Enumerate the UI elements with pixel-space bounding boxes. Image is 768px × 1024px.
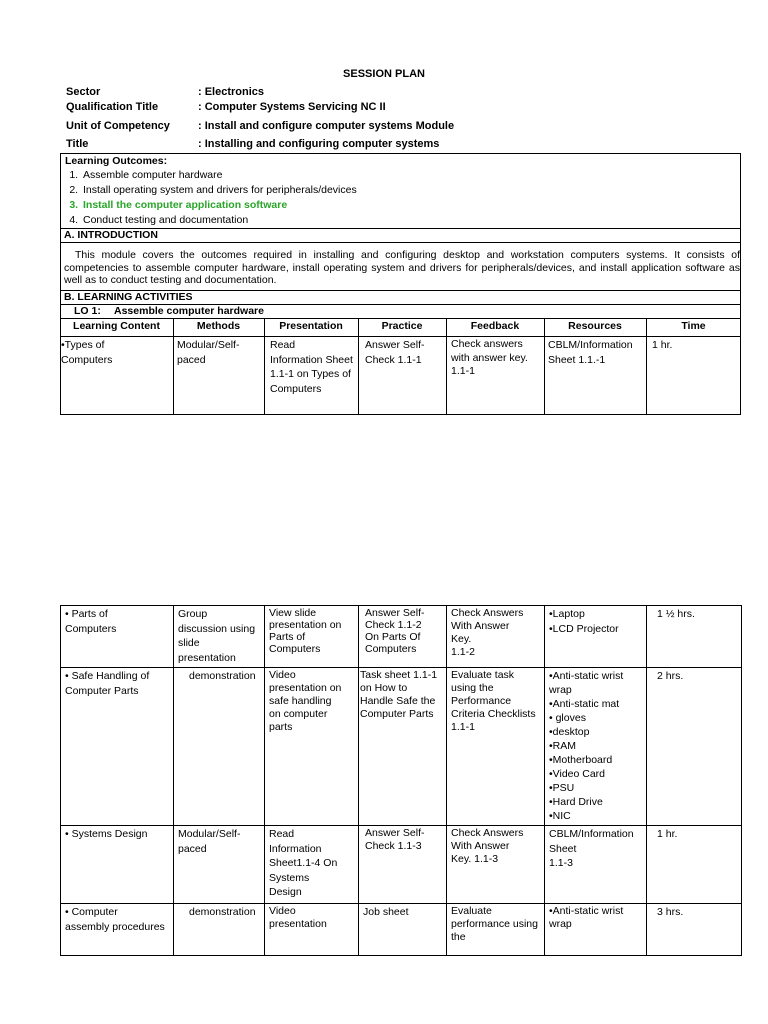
cell-line: wrap <box>549 684 572 696</box>
cell-line: Computer Parts <box>65 684 139 697</box>
cell-line: • Computer <box>65 906 118 918</box>
cell-line: •Anti-static wrist <box>549 905 624 917</box>
cell-line: discussion using <box>178 622 256 635</box>
column-divider <box>446 318 447 415</box>
cell-methods <box>174 904 265 956</box>
cell-practice <box>359 904 447 956</box>
cell-line: performance using <box>451 918 538 930</box>
learning-outcome-item: 1. Assemble computer hardware <box>81 168 357 183</box>
cell-line: Video <box>269 905 296 917</box>
cell-line: Check 1.1-2 <box>365 619 422 631</box>
cell-line: •PSU <box>549 782 575 794</box>
cell-line: Computer Parts <box>360 708 434 720</box>
row1-methods <box>177 338 239 367</box>
cell-line: CBLM/Information <box>549 828 634 840</box>
learning-outcome-item: 4. Conduct testing and documentation <box>81 213 357 228</box>
cell-line: paced <box>177 353 206 366</box>
cell-resources <box>545 904 647 956</box>
cell-feedback <box>447 904 545 956</box>
column-divider <box>544 318 545 415</box>
row1-presentation <box>270 338 353 396</box>
cell-line: Information Sheet <box>270 353 353 366</box>
sector-value: : Electronics <box>198 86 265 98</box>
cell-line: CBLM/Information <box>548 339 633 351</box>
cell-presentation <box>265 668 359 826</box>
divider <box>60 228 741 229</box>
cell-resources <box>545 826 647 904</box>
table-row <box>61 904 742 956</box>
cell-line: •Laptop <box>549 608 585 620</box>
cell-line: 1.1-2 <box>451 646 475 658</box>
cell-line: wrap <box>549 918 572 930</box>
cell-methods <box>174 826 265 904</box>
cell-line: Sheet <box>549 842 577 855</box>
row1-practice <box>365 338 425 367</box>
cell-line: safe handling <box>269 695 332 707</box>
cell-line: Evaluate task <box>451 669 515 681</box>
cell-resources <box>545 668 647 826</box>
cell-line: Parts of <box>269 631 306 643</box>
cell-line: on computer <box>269 708 328 720</box>
learning-outcome-item-highlighted: 3. Install the computer application software <box>81 198 357 213</box>
cell-line: presentation <box>178 651 236 664</box>
cell-line: Video <box>269 669 296 681</box>
row1-resources <box>548 338 633 367</box>
cell-time <box>647 826 742 904</box>
cell-feedback <box>447 606 545 668</box>
cell-line: • Systems Design <box>65 828 148 840</box>
cell-line: • gloves <box>549 712 586 724</box>
cell-line: Sheet 1.1.-1 <box>548 353 606 366</box>
cell-line: presentation on <box>269 682 342 694</box>
cell-line: presentation <box>269 918 327 930</box>
cell-line: With Answer <box>451 840 510 852</box>
cell-line: Key. <box>451 633 472 645</box>
module-title-label: Title <box>66 138 89 150</box>
cell-presentation <box>265 904 359 956</box>
cell-line: •NIC <box>549 810 571 822</box>
cell-line: demonstration <box>189 670 256 682</box>
introduction-heading: A. INTRODUCTION <box>64 229 158 241</box>
row1-learning-content <box>61 338 112 367</box>
module-title-value: : Installing and configuring computer systems <box>198 138 440 150</box>
column-divider <box>173 318 174 415</box>
cell-learning-content <box>61 904 174 956</box>
cell-line: Computers <box>61 353 113 366</box>
cell-line: assembly procedures <box>65 920 165 933</box>
cell-line: View slide <box>269 607 317 619</box>
column-header-practice: Practice <box>381 320 423 332</box>
cell-line: Check Answers <box>451 607 524 619</box>
unit-of-competency-value: : Install and configure computer systems Module <box>198 120 455 132</box>
cell-line: Check 1.1-3 <box>365 840 422 852</box>
cell-line: Task sheet 1.1-1 <box>360 669 438 681</box>
cell-line: Check 1.1-1 <box>365 353 422 366</box>
learning-activities-heading: B. LEARNING ACTIVITIES <box>64 291 193 303</box>
cell-line: 2 hrs. <box>657 670 684 682</box>
cell-line: Answer Self- <box>365 607 425 619</box>
column-divider <box>264 318 265 415</box>
cell-line: •RAM <box>549 740 577 752</box>
cell-line: 3 hrs. <box>657 906 684 918</box>
cell-learning-content <box>61 668 174 826</box>
cell-line: Systems <box>269 871 310 884</box>
cell-feedback <box>447 826 545 904</box>
row1-time: 1 hr. <box>652 339 673 351</box>
cell-line: Information <box>269 842 322 855</box>
cell-line: 1.1-1 on Types of <box>270 368 351 380</box>
cell-time <box>647 606 742 668</box>
cell-line: 1 hr. <box>657 828 678 840</box>
table-row <box>61 606 742 668</box>
column-divider <box>358 318 359 415</box>
column-header-methods: Methods <box>196 320 241 332</box>
divider <box>60 336 741 337</box>
cell-line: presentation on <box>269 619 342 631</box>
cell-line: with answer key. <box>451 351 528 364</box>
cell-line: Read <box>270 339 296 351</box>
cell-practice <box>359 606 447 668</box>
cell-learning-content <box>61 826 174 904</box>
qualification-title-value: : Computer Systems Servicing NC II <box>198 101 386 113</box>
unit-of-competency-label: Unit of Competency <box>66 120 170 132</box>
cell-line: Design <box>269 886 302 898</box>
cell-methods <box>174 606 265 668</box>
cell-line: Computers <box>270 382 322 395</box>
cell-line: Handle Safe the <box>360 695 436 707</box>
cell-line: Job sheet <box>363 906 409 918</box>
cell-time <box>647 668 742 826</box>
cell-line: • Parts of <box>65 608 108 620</box>
column-header-feedback: Feedback <box>470 320 520 332</box>
cell-line: • Safe Handling of <box>65 670 150 682</box>
cell-presentation <box>265 606 359 668</box>
cell-line: paced <box>178 842 207 855</box>
cell-line: •Anti-static wrist <box>549 670 624 682</box>
lo-title: Assemble computer hardware <box>114 305 264 317</box>
cell-line: Modular/Self- <box>178 828 241 840</box>
cell-line: Evaluate <box>451 905 492 917</box>
learning-outcomes-heading: Learning Outcomes: <box>65 155 168 167</box>
cell-line: On Parts Of <box>365 631 421 643</box>
cell-line: the <box>451 931 466 943</box>
column-header-presentation: Presentation <box>279 320 343 332</box>
cell-line: Sheet1.1-4 On <box>269 857 338 869</box>
cell-line: •Video Card <box>549 768 606 780</box>
learning-outcomes-list <box>45 168 357 228</box>
cell-line: Computers <box>65 622 117 635</box>
cell-line: Criteria Checklists <box>451 708 536 720</box>
cell-methods <box>174 668 265 826</box>
cell-line: •Types of <box>61 339 105 351</box>
cell-line: 1.1-1 <box>451 721 475 733</box>
cell-line: on How to <box>360 682 408 694</box>
row1-feedback <box>451 338 528 379</box>
cell-line: Answer Self- <box>365 339 425 351</box>
cell-line: Modular/Self- <box>177 339 240 351</box>
cell-line: slide <box>178 637 200 649</box>
cell-line: Answer Self- <box>365 827 425 839</box>
cell-feedback <box>447 668 545 826</box>
cell-line: Group <box>178 608 208 620</box>
cell-line: parts <box>269 721 293 733</box>
cell-line: •Motherboard <box>549 754 613 766</box>
cell-time <box>647 904 742 956</box>
cell-line: With Answer <box>451 620 510 632</box>
column-header-learning-content: Learning Content <box>73 320 160 332</box>
cell-line: Key. 1.1-3 <box>451 853 499 865</box>
column-header-resources: Resources <box>568 320 622 332</box>
cell-practice <box>359 668 447 826</box>
cell-resources <box>545 606 647 668</box>
cell-line: 1.1-3 <box>549 857 573 869</box>
sector-label: Sector <box>66 86 101 98</box>
learning-outcome-item: 2. Install operating system and drivers for peripherals/devices <box>81 183 357 198</box>
cell-line: demonstration <box>189 906 256 918</box>
qualification-title-label: Qualification Title <box>66 101 159 113</box>
column-header-time: Time <box>681 320 706 332</box>
cell-line: 1 ½ hrs. <box>657 608 695 620</box>
cell-line: Read <box>269 828 295 840</box>
cell-line: •desktop <box>549 726 590 738</box>
divider <box>60 242 741 243</box>
cell-line: •Hard Drive <box>549 796 603 808</box>
table-row <box>61 826 742 904</box>
page-title: SESSION PLAN <box>343 68 425 80</box>
divider <box>60 318 741 319</box>
cell-line: Check Answers <box>451 827 524 839</box>
cell-line: •LCD Projector <box>549 622 619 635</box>
cell-line: Computers <box>365 643 417 655</box>
cell-practice <box>359 826 447 904</box>
cell-line: •Anti-static mat <box>549 698 620 710</box>
learning-activities-table-continued <box>60 605 742 956</box>
cell-line: Computers <box>269 643 321 655</box>
cell-learning-content <box>61 606 174 668</box>
cell-line: Performance <box>451 695 512 707</box>
cell-line: 1.1-1 <box>451 365 475 377</box>
lo-label: LO 1: <box>74 305 101 317</box>
cell-line: Check answers <box>451 338 523 350</box>
cell-presentation <box>265 826 359 904</box>
introduction-text: This module covers the outcomes required in installing and configuring desktop and workstation computers systems. It consists of competencies to assemble computer hardware, install operating system and drivers for peripherals/devices, and install application software as well as to conduct testing and documentation. <box>64 249 740 286</box>
cell-line: using the <box>451 682 494 694</box>
column-divider <box>646 318 647 415</box>
table-row <box>61 668 742 826</box>
